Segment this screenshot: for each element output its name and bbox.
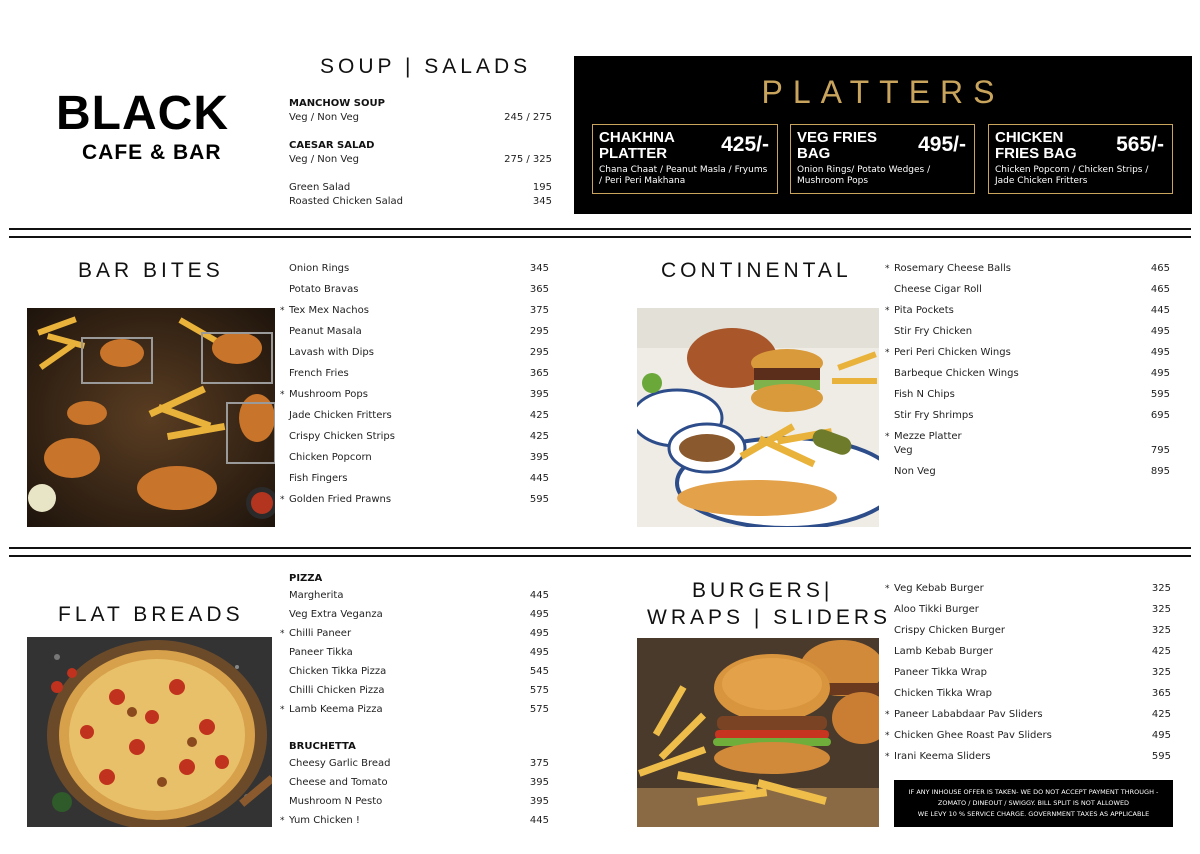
platter-description: Onion Rings/ Potato Wedges / Mushroom Pops bbox=[797, 165, 931, 186]
platter-card bbox=[988, 124, 1173, 194]
notice-line: IF ANY INHOUSE OFFER IS TAKEN- WE DO NOT ACCEPT PAYMENT THROUGH - bbox=[908, 788, 1159, 796]
flat-breads-photo bbox=[27, 637, 272, 827]
platter-card bbox=[790, 124, 975, 194]
flat-breads-title: FLAT BREADS bbox=[58, 603, 244, 626]
notice-line: ZOMATO / DINEOUT / SWIGGY. BILL SPLIT IS NOT ALLOWED bbox=[937, 799, 1130, 807]
platter-name: CHAKHNA PLATTER bbox=[599, 129, 675, 162]
burgers-title: BURGERS| bbox=[692, 579, 834, 602]
logo-subtitle: CAFE & BAR bbox=[82, 141, 222, 164]
continental-title: CONTINENTAL bbox=[661, 259, 852, 282]
platter-name: CHICKEN FRIES BAG bbox=[995, 129, 1077, 162]
platter-card bbox=[592, 124, 778, 194]
soup-salads-title: SOUP | SALADS bbox=[320, 55, 532, 78]
divider bbox=[9, 236, 1191, 238]
platter-price: 425/- bbox=[721, 133, 769, 156]
platter-price: 565/- bbox=[1116, 133, 1164, 156]
platter-price: 495/- bbox=[918, 133, 966, 156]
logo-title: BLACK bbox=[56, 87, 229, 140]
platter-name: VEG FRIES BAG bbox=[797, 129, 878, 162]
burgers-photo bbox=[637, 638, 879, 827]
notice-line: WE LEVY 10 % SERVICE CHARGE. GOVERNMENT TAXES AS APPLICABLE bbox=[917, 810, 1150, 818]
bar-bites-photo bbox=[27, 308, 275, 527]
bar-bites-title: BAR BITES bbox=[78, 259, 224, 282]
platters-title: PLATTERS bbox=[761, 74, 1005, 110]
divider bbox=[9, 228, 1191, 230]
continental-photo bbox=[637, 308, 879, 527]
divider bbox=[9, 555, 1191, 557]
platter-description: Chana Chaat / Peanut Masla / Fryums / Peri Peri Makhana bbox=[599, 165, 768, 186]
wraps-sliders-title: WRAPS | SLIDERS bbox=[647, 606, 891, 629]
platters-panel bbox=[574, 56, 1192, 214]
policy-notice bbox=[894, 780, 1173, 827]
platter-description: Chicken Popcorn / Chicken Strips / Jade Chicken Fritters bbox=[995, 165, 1149, 186]
divider bbox=[9, 547, 1191, 549]
